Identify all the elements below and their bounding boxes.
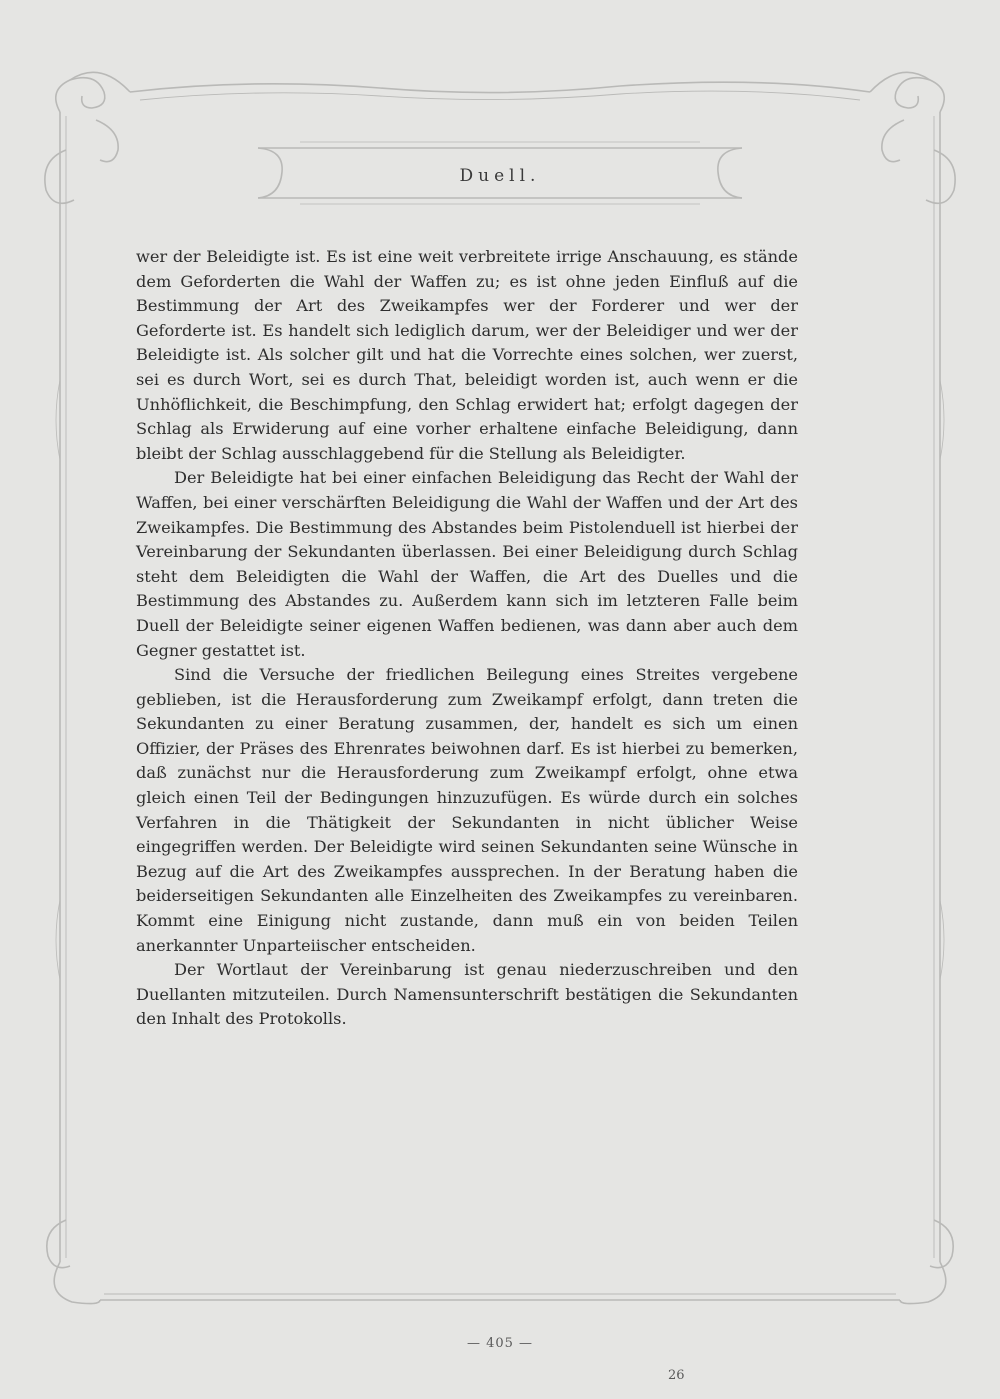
signature-mark: 26	[668, 1368, 685, 1383]
running-title: Duell.	[459, 166, 541, 186]
paragraph: Sind die Versuche der friedlichen Beilegung eines Streites vergebene geblieben, ist die Herausforderung zum Zweikampf erfolgt, dann treten die Sekundanten zu einer Beratung zusammen, der, handelt es sich um einen Offizier, der Präses des Ehrenrates beiwohnen darf. Es ist hierbei zu bemerken, daß zunächst nur die Herausforderung zum Zweikampf erfolgt, ohne etwa gleich einen Teil der Bedingungen hinzuzufügen. Es würde durch ein solches Verfahren in die Thätigkeit der Sekundanten in nicht üblicher Weise eingegriffen werden. Der Beleidigte wird seinen Sekundanten seine Wünsche in Bezug auf die Art des Zweikampfes aussprechen. In der Beratung haben die beiderseitigen Sekundanten alle Einzelheiten des Zweikampfes zu vereinbaren. Kommt eine Einigung nicht zustande, dann muß ein von beiden Teilen anerkannter Unparteiischer entscheiden.	[136, 665, 798, 955]
paragraph: Der Wortlaut der Vereinbarung ist genau niederzuschreiben und den Duellanten mitzuteilen. Durch Namensunterschrift bestätigen die Sekundanten den Inhalt des Protokolls.	[136, 960, 798, 1029]
paragraph: wer der Beleidigte ist. Es ist eine weit verbreitete irrige Anschauung, es stände dem Geforderten die Wahl der Waffen zu; es ist ohne jeden Einfluß auf die Bestimmung der Art des Zweikampfes wer der Forderer und wer der Geforderte ist. Es handelt sich lediglich darum, wer der Beleidiger und wer der Beleidigte ist. Als solcher gilt und hat die Vorrechte eines solchen, wer zuerst, sei es durch Wort, sei es durch That, beleidigt worden ist, auch wenn er die Unhöflichkeit, die Beschimpfung, den Schlag erwidert hat; erfolgt dagegen der Schlag als Erwiderung auf eine vorher erhaltene einfache Beleidigung, dann bleibt der Schlag ausschlaggebend für die Stellung als Beleidigter.	[136, 247, 798, 463]
paragraph: Der Beleidigte hat bei einer einfachen Beleidigung das Recht der Wahl der Waffen, bei einer verschärften Beleidigung die Wahl der Waffen und der Art des Zweikampfes. Die Bestimmung des Abstandes beim Pistolenduell ist hierbei der Vereinbarung der Sekundanten überlassen. Bei einer Beleidigung durch Schlag steht dem Beleidigten die Wahl der Waffen, die Art des Duelles und die Bestimmung des Abstandes zu. Außerdem kann sich im letzteren Falle beim Duell der Beleidigte seiner eigenen Waffen bedienen, was dann aber auch dem Gegner gestattet ist.	[136, 468, 798, 660]
page-number: — 405 —	[466, 1336, 534, 1351]
body-text	[136, 245, 798, 1032]
